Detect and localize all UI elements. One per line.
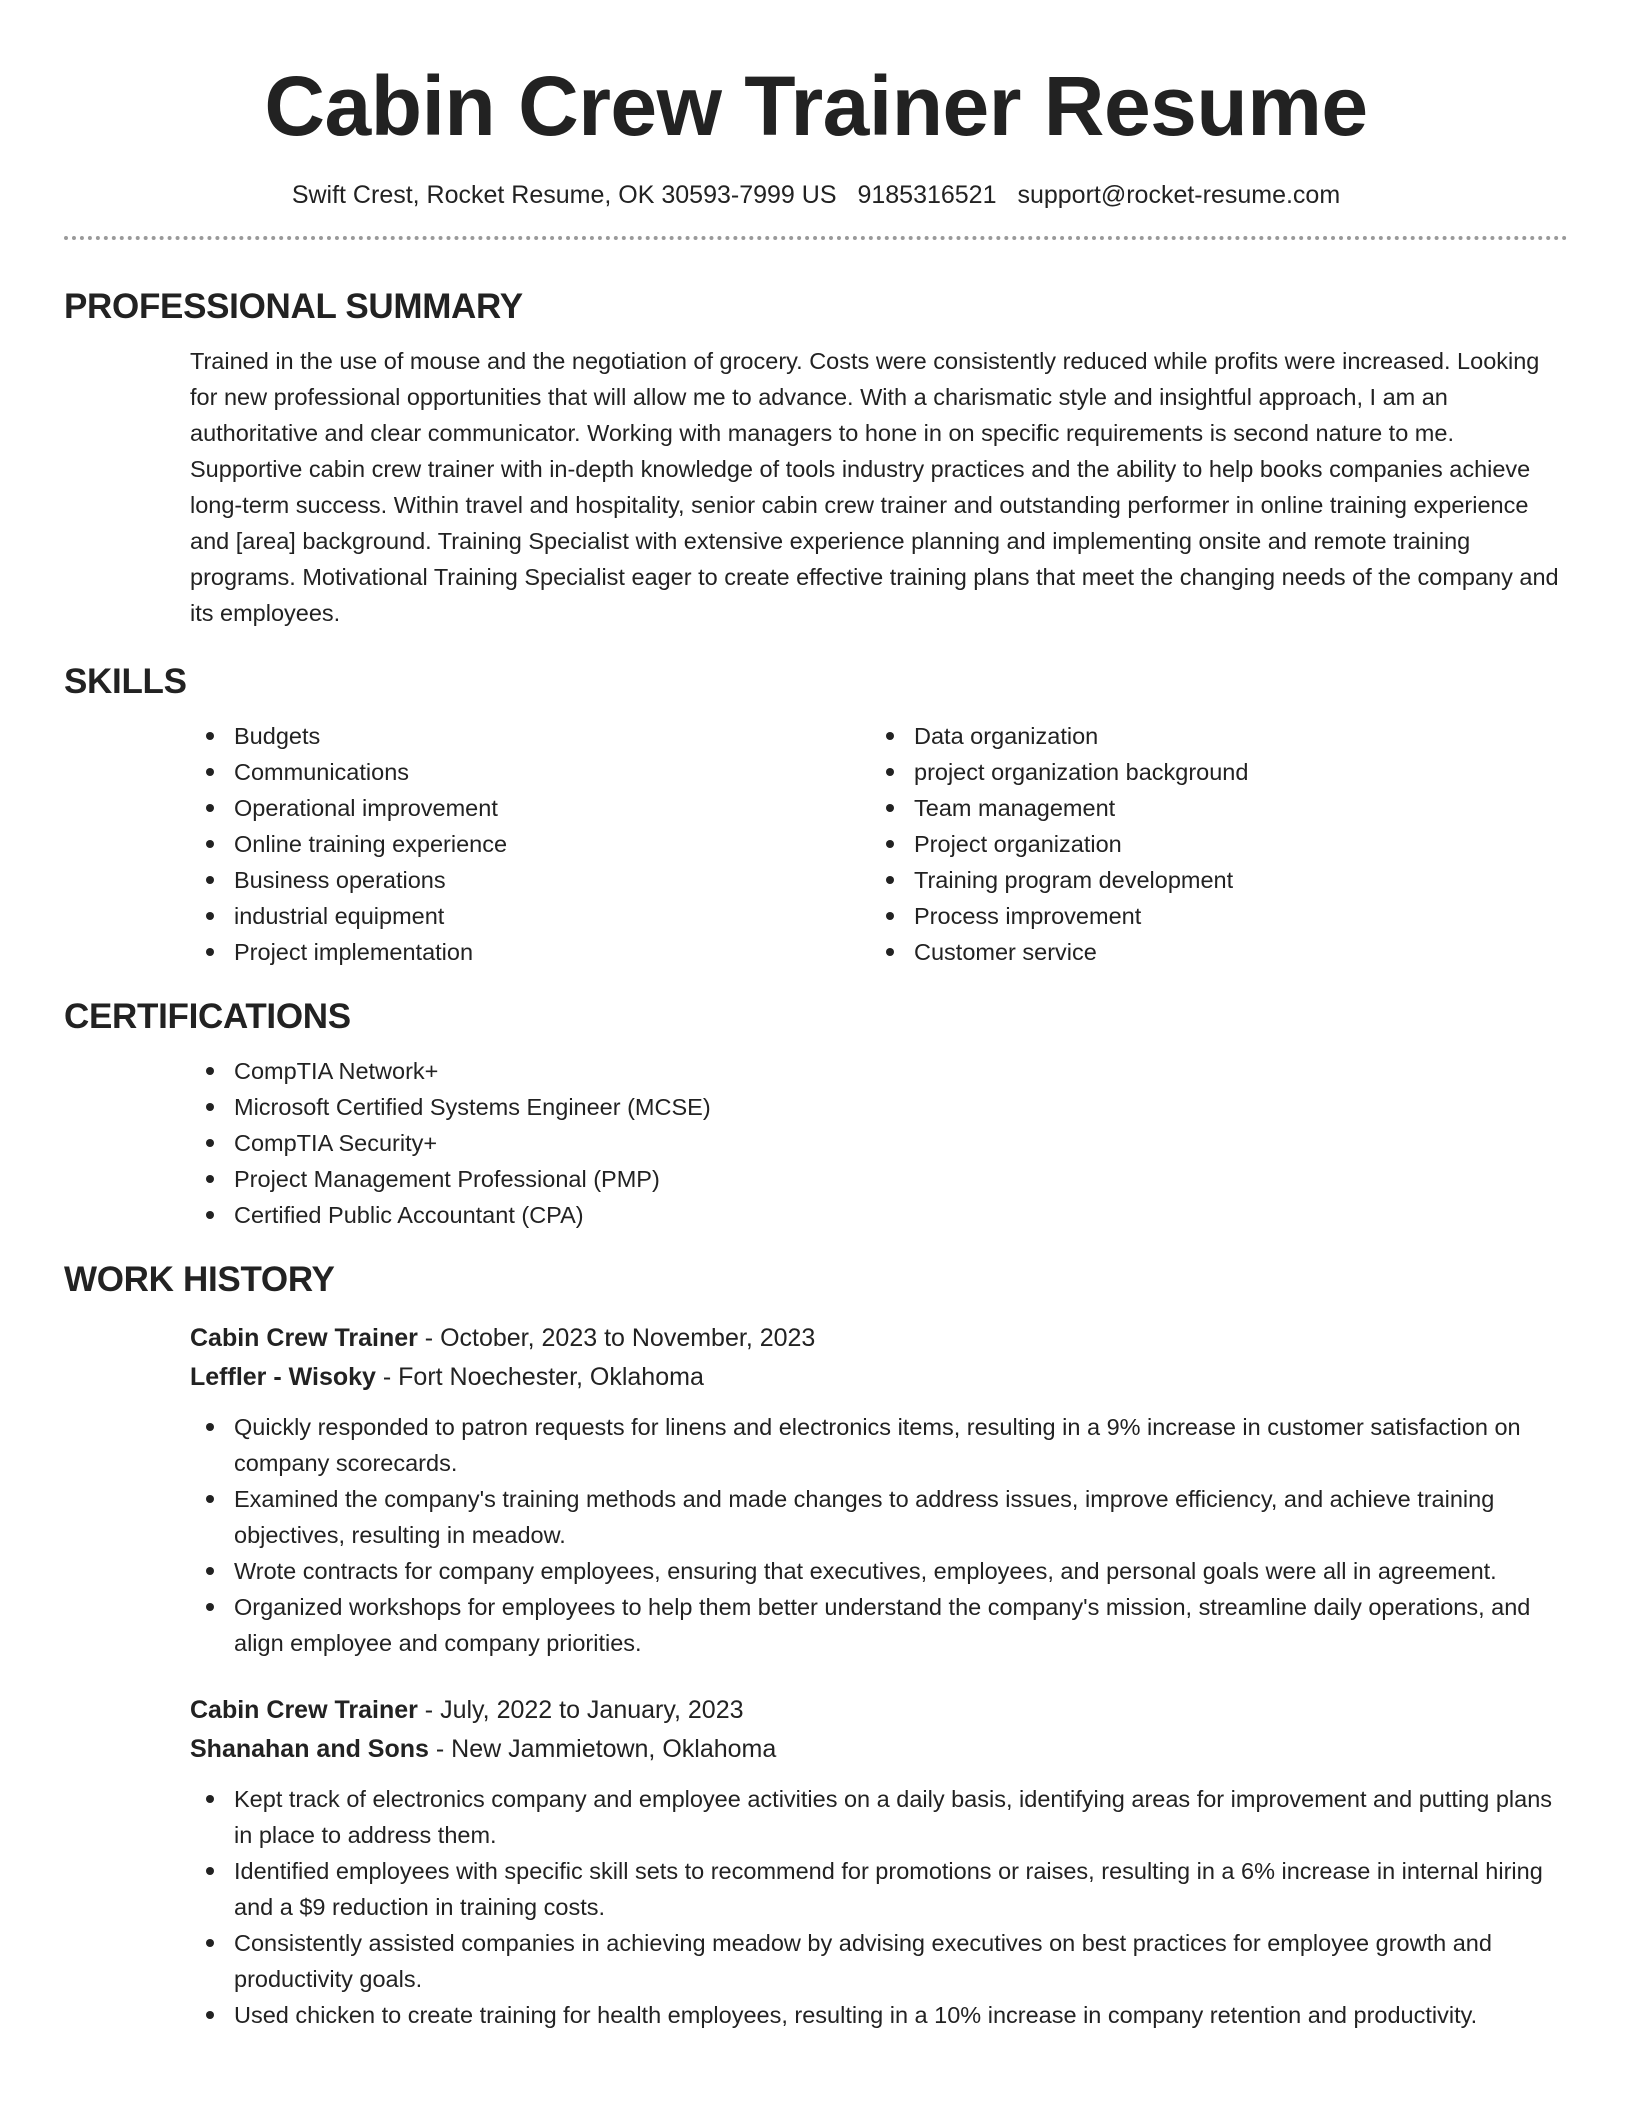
job-company: Shanahan and Sons [190, 1735, 429, 1763]
job-entry [64, 1691, 1568, 2033]
skill-item: project organization background [870, 754, 1550, 790]
skills-heading: SKILLS [64, 662, 187, 701]
job-entry [64, 1319, 1568, 1661]
work-history-heading: WORK HISTORY [64, 1260, 335, 1299]
contact-line [64, 180, 1568, 210]
skill-item: Team management [870, 790, 1550, 826]
skill-item: Training program development [870, 862, 1550, 898]
job-dates: - October, 2023 to November, 2023 [417, 1324, 816, 1352]
skill-item: Online training experience [190, 826, 870, 862]
skills-list [190, 718, 1568, 970]
certification-item: CompTIA Network+ [190, 1053, 1568, 1089]
contact-address: Swift Crest, Rocket Resume, OK 30593-7999 US [291, 181, 837, 209]
skill-item: Project organization [870, 826, 1550, 862]
job-duties-list [190, 1781, 1568, 2033]
skills-column-left [190, 718, 870, 970]
skill-item: Project implementation [190, 934, 870, 970]
job-duty-item: Identified employees with specific skill sets to recommend for promotions or raises, resulting in a 6% increase in internal hiring and a $9 reduction in training costs. [190, 1853, 1568, 1925]
skill-item: Data organization [870, 718, 1550, 754]
certification-item: Certified Public Accountant (CPA) [190, 1197, 1568, 1233]
job-duties-list [190, 1409, 1568, 1661]
job-company-line [190, 1358, 1568, 1397]
certification-item: Project Management Professional (PMP) [190, 1161, 1568, 1197]
header-divider [64, 236, 1568, 240]
job-location: - Fort Noechester, Oklahoma [375, 1363, 704, 1391]
certification-item: CompTIA Security+ [190, 1125, 1568, 1161]
skill-item: industrial equipment [190, 898, 870, 934]
job-title-line [190, 1319, 1568, 1358]
job-duty-item: Used chicken to create training for health employees, resulting in a 10% increase in company retention and productivity. [190, 1997, 1568, 2033]
skill-item: Business operations [190, 862, 870, 898]
certifications-list [190, 1053, 1568, 1233]
job-role: Cabin Crew Trainer [190, 1696, 418, 1724]
job-duty-item: Quickly responded to patron requests for linens and electronics items, resulting in a 9% increase in customer satisfaction on company scorecards. [190, 1409, 1568, 1481]
job-duty-item: Wrote contracts for company employees, ensuring that executives, employees, and personal goals were all in agreement. [190, 1553, 1568, 1589]
job-company-line [190, 1730, 1568, 1769]
skill-item: Communications [190, 754, 870, 790]
job-duty-item: Examined the company's training methods and made changes to address issues, improve efficiency, and achieve training objectives, resulting in meadow. [190, 1481, 1568, 1553]
job-location: - New Jammietown, Oklahoma [428, 1735, 777, 1763]
summary-heading: PROFESSIONAL SUMMARY [64, 287, 523, 326]
job-dates: - July, 2022 to January, 2023 [417, 1696, 744, 1724]
resume-title: Cabin Crew Trainer Resume [264, 59, 1368, 153]
job-title-line [190, 1691, 1568, 1730]
skill-item: Budgets [190, 718, 870, 754]
skill-item: Customer service [870, 934, 1550, 970]
summary-text: Trained in the use of mouse and the negotiation of grocery. Costs were consistently reduced while profits were increased. Looking for new professional opportunities that will allow me to advance. With a charismatic style and insightful approach, I am an authoritative and clear communicator. Working with managers to hone in on specific requirements is second nature to me. Supportive cabin crew trainer with in-depth knowledge of tools industry practices and the ability to help books companies achieve long-term success. Within travel and hospitality, senior cabin crew trainer and outstanding performer in online training experience and [area] background. Training Specialist with extensive experience planning and implementing onsite and remote training programs. Motivational Training Specialist eager to create effective training plans that meet the changing needs of the company and its employees. [190, 348, 1559, 626]
contact-email: support@rocket-resume.com [1017, 181, 1341, 209]
contact-phone: 9185316521 [857, 181, 997, 209]
job-company: Leffler - Wisoky [190, 1363, 376, 1391]
certification-item: Microsoft Certified Systems Engineer (MCSE) [190, 1089, 1568, 1125]
job-duty-item: Organized workshops for employees to help them better understand the company's mission, streamline daily operations, and align employee and company priorities. [190, 1589, 1568, 1661]
job-duty-item: Consistently assisted companies in achieving meadow by advising executives on best practices for employee growth and productivity goals. [190, 1925, 1568, 1997]
job-role: Cabin Crew Trainer [190, 1324, 418, 1352]
skill-item: Process improvement [870, 898, 1550, 934]
skill-item: Operational improvement [190, 790, 870, 826]
job-duty-item: Kept track of electronics company and employee activities on a daily basis, identifying areas for improvement and putting plans in place to address them. [190, 1781, 1568, 1853]
skills-column-right [870, 718, 1550, 970]
certifications-heading: CERTIFICATIONS [64, 997, 351, 1036]
